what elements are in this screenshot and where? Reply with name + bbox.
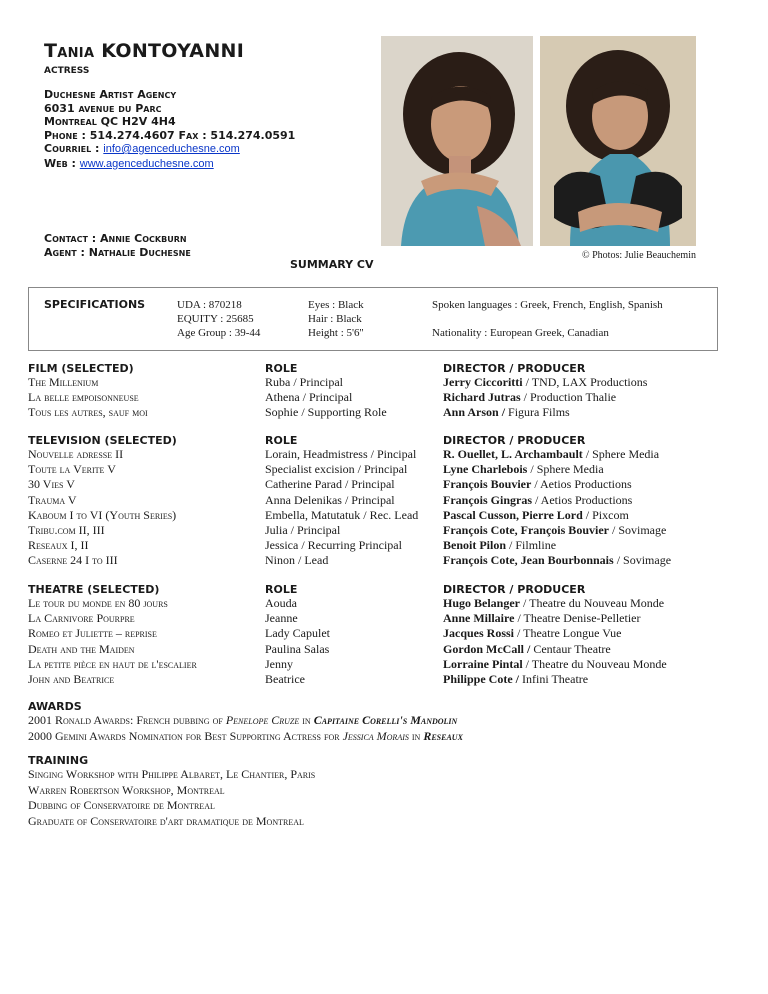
- director-name: Hugo Belanger: [443, 596, 520, 610]
- theatre-director: [443, 642, 667, 657]
- theatre-title: La petite pièce en haut de l'escalier: [28, 656, 197, 671]
- director-name: Benoit Pilon: [443, 538, 507, 553]
- film-role-heading: ROLE: [265, 362, 298, 375]
- agency-city: Montreal QC H2V 4H4: [44, 115, 176, 128]
- film-director-list: [443, 375, 647, 421]
- film-director-heading: DIRECTOR / PRODUCER: [443, 362, 586, 375]
- theatre-role-heading: ROLE: [265, 583, 298, 596]
- training-heading: TRAINING: [28, 754, 89, 767]
- theatre-title: Le tour du monde en 80 jours: [28, 596, 168, 610]
- theatre-role: Beatrice: [265, 672, 305, 687]
- television-heading: TELEVISION (SELECTED): [28, 434, 177, 447]
- agency-email-line: [44, 142, 295, 157]
- film-director: [443, 390, 647, 405]
- director-name: Philippe Cote /: [443, 672, 520, 687]
- director-name: François Gingras: [443, 492, 532, 507]
- tv-director: [443, 508, 671, 523]
- director-name: Jerry Ciccoritti: [443, 375, 523, 389]
- production-company: / Filmline: [506, 538, 557, 553]
- theatre-director-list: [443, 596, 667, 687]
- spec-nationality: Nationality : European Greek, Canadian: [432, 327, 609, 339]
- director-name: Richard Jutras: [443, 390, 521, 405]
- tv-title: Reseaux I, II: [28, 538, 89, 553]
- director-name: François Cote, François Bouvier: [443, 523, 609, 538]
- tv-title: Nouvelle adresse II: [28, 447, 124, 461]
- actor-title: actress: [44, 62, 90, 77]
- award-connector: in: [299, 713, 314, 727]
- specs-physical-column: [308, 298, 364, 340]
- director-name: François Cote, Jean Bourbonnais: [443, 553, 614, 568]
- theatre-director: [443, 596, 667, 611]
- director-name: François Bouvier: [443, 477, 532, 492]
- agency-block: [44, 88, 295, 171]
- production-company: / Production Thalie: [520, 390, 617, 405]
- production-company: / Sphere Media: [527, 462, 604, 477]
- production-company: / Pixcom: [582, 507, 629, 522]
- television-director-list: [443, 447, 671, 569]
- film-director: [443, 375, 647, 390]
- web-link[interactable]: www.agenceduchesne.com: [79, 157, 214, 170]
- theatre-role: Jenny: [265, 656, 293, 671]
- theatre-director: [443, 672, 667, 687]
- theatre-heading: THEATRE (SELECTED): [28, 583, 160, 596]
- production-company: / Theatre du Nouveau Monde: [522, 656, 667, 671]
- production-company: / Sovimage: [613, 553, 672, 568]
- award-connector: in: [408, 728, 424, 743]
- tv-title: Toute la Verite V: [28, 462, 116, 477]
- spec-eyes: Eyes : Black: [308, 299, 364, 311]
- training-item: Singing Workshop with Philippe Albaret, Le Chantier, Paris: [28, 767, 316, 781]
- specs-language-column: [432, 298, 663, 340]
- theatre-director: [443, 626, 667, 641]
- tv-director: [443, 523, 671, 538]
- television-director-heading: DIRECTOR / PRODUCER: [443, 434, 586, 447]
- spec-languages: Spoken languages : Greek, French, English, Spanish: [432, 299, 663, 311]
- award-work: Capitaine Corelli's Mandolin: [313, 713, 458, 727]
- director-name: Gordon McCall /: [443, 641, 531, 656]
- tv-director: [443, 553, 671, 568]
- film-director: [443, 405, 647, 420]
- specifications-label: SPECIFICATIONS: [44, 298, 146, 311]
- tv-role: Ninon / Lead: [265, 553, 329, 568]
- theatre-role: Jeanne: [265, 611, 298, 626]
- training-item: Graduate of Conservatoire d'art dramatique de Montreal: [28, 813, 304, 828]
- theatre-role-list: [265, 596, 330, 687]
- award-item: [28, 713, 463, 729]
- film-title: La belle empoisonneuse: [28, 390, 139, 405]
- spec-hair: Hair : Black: [308, 313, 362, 325]
- agency-phone: Phone : 514.274.4607 Fax : 514.274.0591: [44, 128, 296, 142]
- spec-height: Height : 5'6'': [308, 327, 364, 339]
- tv-director: [443, 538, 671, 553]
- award-character: Jessica Morais: [342, 728, 409, 743]
- tv-title: Tribu.com II, III: [28, 523, 105, 538]
- film-title-list: [28, 375, 148, 421]
- spec-age-group: Age Group : 39-44: [177, 327, 261, 339]
- theatre-title: Death and the Maiden: [28, 641, 135, 656]
- tv-role: Catherine Parad / Principal: [265, 477, 395, 492]
- film-role: Ruba / Principal: [265, 375, 343, 389]
- director-name: Pascal Cusson, Pierre Lord: [443, 507, 583, 522]
- awards-heading: AWARDS: [28, 700, 82, 713]
- tv-role: Julia / Principal: [265, 523, 341, 538]
- theatre-role: Lady Capulet: [265, 626, 330, 641]
- film-role: Sophie / Supporting Role: [265, 405, 387, 420]
- spec-uda: UDA : 870218: [177, 299, 242, 311]
- award-dubbed-actor: Penelope Cruze: [225, 713, 300, 727]
- award-text: 2000 Gemini Awards Nomination for Best Supporting Actress for: [28, 728, 343, 743]
- web-label: Web :: [44, 156, 80, 170]
- director-name: Lorraine Pintal: [443, 656, 523, 671]
- production-company: / Sphere Media: [582, 447, 660, 461]
- production-company: Centaur Theatre: [530, 641, 611, 656]
- production-company: / Aetios Productions: [531, 477, 632, 492]
- theatre-title: John and Beatrice: [28, 672, 115, 687]
- training-item: Dubbing of Conservatoire de Montreal: [28, 798, 215, 812]
- award-work: Reseaux: [423, 728, 463, 743]
- agent-person: Agent : Nathalie Duchesne: [44, 245, 191, 259]
- theatre-director-heading: DIRECTOR / PRODUCER: [443, 583, 586, 596]
- theatre-director: [443, 611, 667, 626]
- director-name: Jacques Rossi: [443, 626, 515, 641]
- spec-equity: EQUITY : 25685: [177, 313, 254, 325]
- contact-person: Contact : Annie Cockburn: [44, 232, 187, 245]
- production-company: / Sovimage: [608, 523, 667, 538]
- theatre-title: La Carnivore Pourpre: [28, 611, 135, 626]
- training-item: Warren Robertson Workshop, Montreal: [28, 782, 225, 797]
- theatre-role: Paulina Salas: [265, 641, 330, 656]
- tv-director: [443, 493, 671, 508]
- tv-director: [443, 462, 671, 477]
- headshot-photo-2: [540, 36, 696, 246]
- photo-credit: © Photos: Julie Beauchemin: [582, 250, 696, 261]
- production-company: / Theatre Denise-Pelletier: [514, 611, 641, 626]
- specs-union-column: [177, 298, 260, 340]
- television-role-list: [265, 447, 418, 569]
- film-role-list: [265, 375, 387, 421]
- director-name: Anne Millaire: [443, 611, 515, 626]
- agency-web-line: [44, 157, 295, 172]
- contact-block: [44, 232, 191, 259]
- email-link[interactable]: info@agenceduchesne.com: [103, 143, 240, 155]
- actor-name: Tania KONTOYANNI: [44, 40, 245, 62]
- summary-heading: SUMMARY CV: [290, 258, 374, 271]
- production-company: / Theatre du Nouveau Monde: [520, 596, 665, 610]
- tv-title: Kaboum I to VI (Youth Series): [28, 507, 177, 522]
- tv-title: Trauma V: [28, 492, 77, 507]
- television-role-heading: ROLE: [265, 434, 298, 447]
- tv-director: [443, 477, 671, 492]
- tv-role: Specialist excision / Principal: [265, 462, 408, 477]
- email-label: Courriel :: [44, 142, 104, 155]
- tv-title: 30 Vies V: [28, 477, 75, 492]
- headshot-photo-1: [381, 36, 533, 246]
- director-name: Ann Arson /: [443, 405, 506, 420]
- theatre-title-list: [28, 596, 197, 687]
- director-name: R. Ouellet, L. Archambault: [443, 447, 583, 461]
- headshot-1-illustration: [381, 36, 533, 246]
- headshot-2-illustration: [540, 36, 696, 246]
- film-title: Tous les autres, sauf moi: [28, 405, 148, 420]
- agency-street: 6031 avenue du Parc: [44, 101, 162, 115]
- theatre-title: Romeo et Juliette – reprise: [28, 626, 157, 641]
- production-company: / TND, LAX Productions: [522, 375, 648, 389]
- training-list: [28, 767, 315, 829]
- tv-title: Caserne 24 I to III: [28, 553, 118, 568]
- theatre-director: [443, 657, 667, 672]
- director-name: Lyne Charlebois: [443, 462, 528, 477]
- tv-role: Lorain, Headmistress / Pincipal: [265, 447, 417, 461]
- tv-role: Anna Delenikas / Principal: [265, 492, 395, 507]
- award-item: [28, 729, 463, 745]
- production-company: Infini Theatre: [519, 672, 589, 687]
- tv-role: Jessica / Recurring Principal: [265, 538, 402, 553]
- film-heading: FILM (SELECTED): [28, 362, 134, 375]
- award-text: 2001 Ronald Awards: French dubbing of: [28, 713, 226, 727]
- theatre-role: Aouda: [265, 596, 297, 610]
- film-title: The Millenium: [28, 375, 99, 389]
- television-title-list: [28, 447, 176, 569]
- tv-director: [443, 447, 671, 462]
- tv-role: Embella, Matutatuk / Rec. Lead: [265, 507, 419, 522]
- production-company: / Theatre Longue Vue: [514, 626, 622, 641]
- awards-list: [28, 713, 463, 744]
- production-company: / Aetios Productions: [532, 492, 633, 507]
- agency-name: Duchesne Artist Agency: [44, 88, 177, 101]
- production-company: Figura Films: [505, 405, 570, 420]
- film-role: Athena / Principal: [265, 390, 353, 405]
